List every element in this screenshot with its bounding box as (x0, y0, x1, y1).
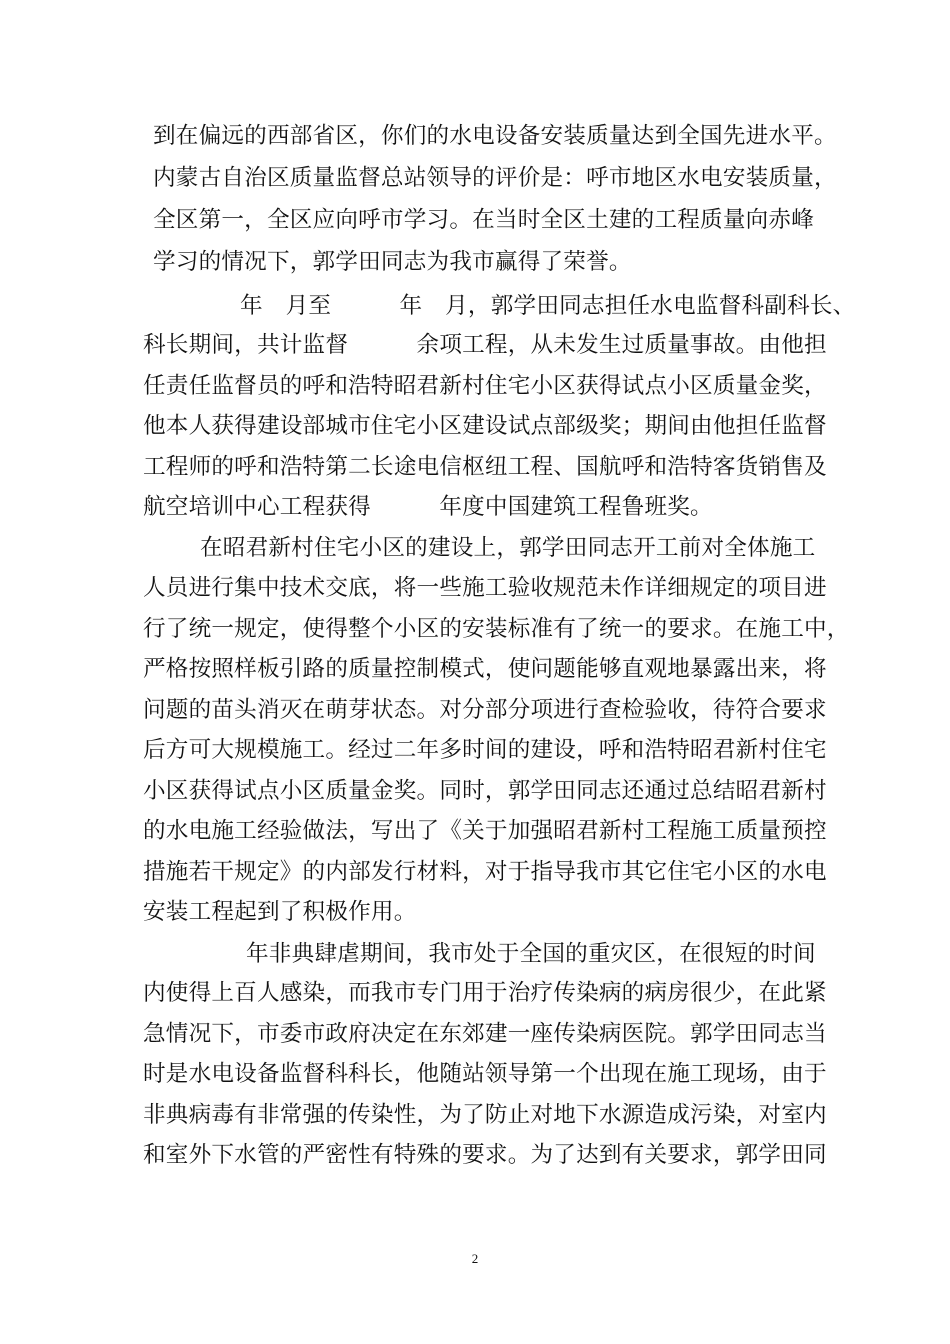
text-line: 到在偏远的西部省区，你们的水电设备安装质量达到全国先进水平。 (153, 123, 837, 149)
text-line: 后方可大规模施工。经过二年多时间的建设，呼和浩特昭君新村住宅 (143, 737, 827, 763)
text-line: 航空培训中心工程获得 年度中国建筑工程鲁班奖。 (143, 494, 713, 520)
text-line: 严格按照样板引路的质量控制模式，使问题能够直观地暴露出来，将 (143, 656, 827, 682)
text-line: 学习的情况下，郭学田同志为我市赢得了荣誉。 (153, 249, 632, 275)
text-line: 在昭君新村住宅小区的建设上，郭学田同志开工前对全体施工 (200, 535, 816, 561)
text-line: 小区获得试点小区质量金奖。同时，郭学田同志还通过总结昭君新村 (143, 778, 827, 804)
text-line: 人员进行集中技术交底，将一些施工验收规范未作详细规定的项目进 (143, 575, 827, 601)
text-line: 内蒙古自治区质量监督总站领导的评价是：呼市地区水电安装质量， (153, 165, 837, 191)
text-line: 他本人获得建设部城市住宅小区建设试点部级奖；期间由他担任监督 (143, 413, 827, 439)
text-line: 的水电施工经验做法，写出了《关于加强昭君新村工程施工质量预控 (143, 818, 827, 844)
text-line: 问题的苗头消灭在萌芽状态。对分部分项进行查检验收，待符合要求 (143, 697, 827, 723)
text-line: 安装工程起到了积极作用。 (143, 899, 417, 925)
text-line: 内使得上百人感染，而我市专门用于治疗传染病的病房很少，在此紧 (143, 980, 827, 1006)
text-line: 工程师的呼和浩特第二长途电信枢纽工程、国航呼和浩特客货销售及 (143, 454, 827, 480)
text-line: 任责任监督员的呼和浩特昭君新村住宅小区获得试点小区质量金奖， (143, 373, 827, 399)
text-line: 全区第一，全区应向呼市学习。在当时全区土建的工程质量向赤峰 (153, 207, 815, 233)
text-line: 时是水电设备监督科科长，他随站领导第一个出现在施工现场，由于 (143, 1061, 827, 1087)
text-line: 非典病毒有非常强的传染性，为了防止对地下水源造成污染，对室内 (143, 1102, 827, 1128)
text-line: 科长期间，共计监督 余项工程，从未发生过质量事故。由他担 (143, 332, 827, 358)
text-line: 和室外下水管的严密性有特殊的要求。为了达到有关要求，郭学田同 (143, 1142, 827, 1168)
page-number: 2 (471, 1251, 479, 1266)
text-line: 年 月至 年 月，郭学田同志担任水电监督科副科长、 (240, 293, 856, 319)
text-line: 措施若干规定》的内部发行材料，对于指导我市其它住宅小区的水电 (143, 859, 827, 885)
text-line: 急情况下，市委市政府决定在东郊建一座传染病医院。郭学田同志当 (143, 1021, 827, 1047)
text-line: 行了统一规定，使得整个小区的安装标准有了统一的要求。在施工中， (143, 616, 850, 642)
text-line: 年非典肆虐期间，我市处于全国的重灾区，在很短的时间 (246, 941, 816, 967)
